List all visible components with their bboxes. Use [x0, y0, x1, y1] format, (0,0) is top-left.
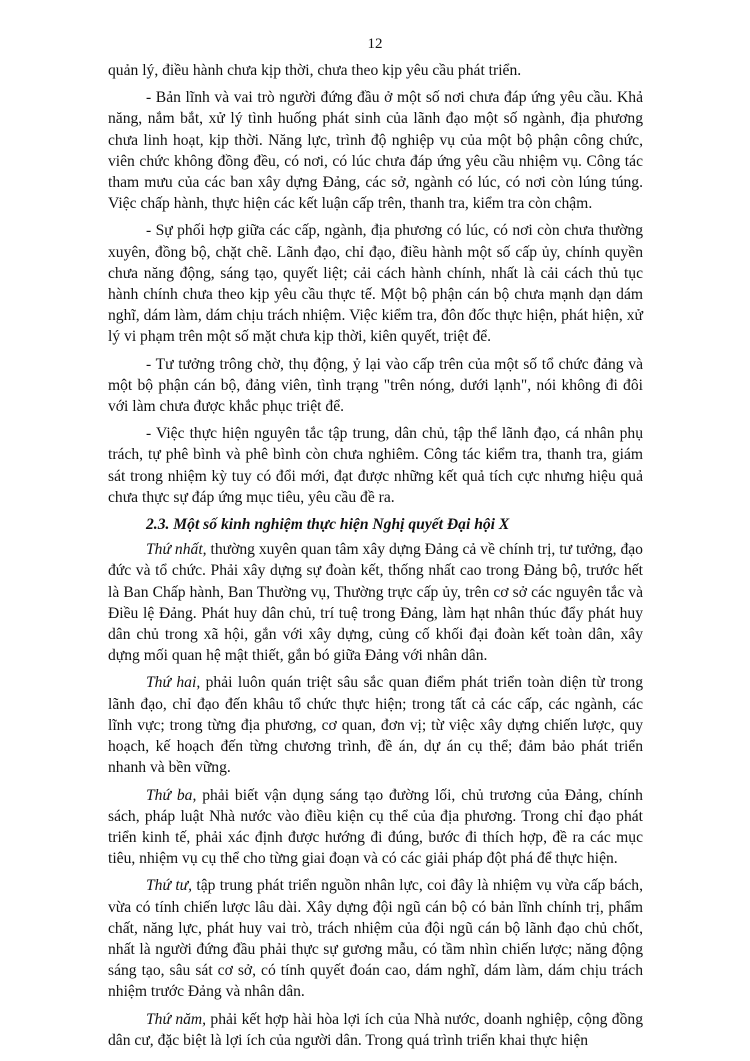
paragraph-lead: Thứ tư,: [146, 877, 193, 895]
paragraph-lead: Thứ ba,: [146, 786, 197, 804]
paragraph: - Việc thực hiện nguyên tắc tập trung, dân chủ, tập thể lãnh đạo, cá nhân phụ trách, tự phê bình và phê bình còn chưa nghiêm. Công tác kiểm tra, thanh tra, giám sát trong nhiệm kỳ tuy có đổi mới, đạt được những kết quả tích cực nhưng hiệu quả chưa thực sự đáp ứng mục tiêu, yêu cầu đề ra.: [108, 425, 643, 506]
paragraph-lead: Thứ năm,: [146, 1010, 207, 1028]
paragraph-lead: Thứ hai,: [146, 674, 201, 692]
experience-paragraph: Thứ năm, phải kết hợp hài hòa lợi ích của Nhà nước, doanh nghiệp, cộng đồng dân cư, đặc biệt là lợi ích của người dân. Trong quá trình triển khai thực hiện: [108, 1010, 643, 1049]
section-heading: 2.3. Một số kinh nghiệm thực hiện Nghị quyết Đại hội X: [146, 516, 510, 534]
paragraph: - Bản lĩnh và vai trò người đứng đầu ở một số nơi chưa đáp ứng yêu cầu. Khả năng, nắm bắt, xử lý tình huống phát sinh của lãnh đạo một số ngành, địa phương chưa linh hoạt, kịp thời. Năng lực, trình độ nghiệp vụ của một bộ phận công chức, viên chức không đồng đều, có nơi, có lúc chưa đáp ứng yêu cầu nhiệm vụ. Công tác tham mưu của các ban xây dựng Đảng, các sở, ngành có lúc, có nơi còn lúng túng. Việc chấp hành, thực hiện các kết luận cấp trên, thanh tra, kiểm tra còn chậm.: [108, 89, 643, 213]
experience-paragraph: Thứ hai, phải luôn quán triệt sâu sắc quan điểm phát triển toàn diện từ trong lãnh đạo, chỉ đạo đến khâu tổ chức thực hiện; trong tất cả các cấp, các ngành, các lĩnh vực; trong từng địa phương, cơ quan, đơn vị; từ việc xây dựng chiến lược, quy hoạch, kế hoạch đến từng chương trình, đề án, dự án cụ thể; đảm bảo phát triển nhanh và bền vững.: [108, 674, 643, 777]
experience-paragraph: Thứ tư, tập trung phát triển nguồn nhân lực, coi đây là nhiệm vụ vừa cấp bách, vừa có tính chiến lược lâu dài. Xây dựng đội ngũ cán bộ có bản lĩnh chính trị, phẩm chất, năng lực, phát huy vai trò, trách nhiệm của đội ngũ cán bộ lãnh đạo chủ chốt, nhất là người đứng đầu phải thực sự gương mẫu, có tầm nhìn chiến lược; năng động sáng tạo, sâu sát cơ sở, có tính quyết đoán cao, dám nghĩ, dám làm, dám chịu trách nhiệm trước Đảng và nhân dân.: [108, 877, 643, 1001]
experience-paragraph: Thứ ba, phải biết vận dụng sáng tạo đường lối, chủ trương của Đảng, chính sách, pháp luật Nhà nước vào điều kiện cụ thể của địa phương. Trong chỉ đạo phát triển kinh tế, phải xác định được hướng đi đúng, bước đi thích hợp, đề ra các mục tiêu, nhiệm vụ cụ thể cho từng giai đoạn và có các giải pháp đột phá để thực hiện.: [108, 786, 643, 868]
page-number: 12: [367, 36, 383, 52]
paragraph: - Sự phối hợp giữa các cấp, ngành, địa phương có lúc, có nơi còn chưa thường xuyên, đồng bộ, chặt chẽ. Lãnh đạo, chỉ đạo, điều hành một số cấp ủy, chính quyền chưa năng động, sáng tạo, quyết liệt; cải cách hành chính, nhất là cải cách thủ tục hành chính chưa theo kịp yêu cầu thực tế. Một bộ phận cán bộ chưa mạnh dạn dám nghĩ, dám làm, dám chịu trách nhiệm. Việc kiểm tra, đôn đốc thực hiện, phát hiện, xử lý vi phạm trên một số mặt chưa kịp thời, kiên quyết, triệt để.: [108, 222, 643, 346]
paragraph-lead: Thứ nhất,: [146, 541, 207, 559]
experience-paragraph: Thứ nhất, thường xuyên quan tâm xây dựng Đảng cả về chính trị, tư tưởng, đạo đức và tổ chức. Phải xây dựng sự đoàn kết, thống nhất cao trong Đảng bộ, trước hết là Ban Chấp hành, Ban Thường vụ, Thường trực cấp ủy, trên cơ sở các nguyên tắc và Điều lệ Đảng. Phát huy dân chủ, trí tuệ trong Đảng, làm hạt nhân thúc đẩy phát huy dân chủ trong xã hội, gắn với xây dựng, củng cố khối đại đoàn kết toàn dân, xây dựng mối quan hệ mật thiết, gắn bó giữa Đảng với nhân dân.: [108, 541, 643, 665]
paragraph: quản lý, điều hành chưa kịp thời, chưa theo kịp yêu cầu phát triển.: [108, 62, 522, 79]
body-text: [108, 60, 643, 1057]
paragraph: - Tư tưởng trông chờ, thụ động, ỷ lại vào cấp trên của một số tổ chức đảng và một bộ phận cán bộ, đảng viên, tình trạng "trên nóng, dưới lạnh", nói không đi đôi với làm chưa được khắc phục triệt để.: [108, 355, 643, 416]
